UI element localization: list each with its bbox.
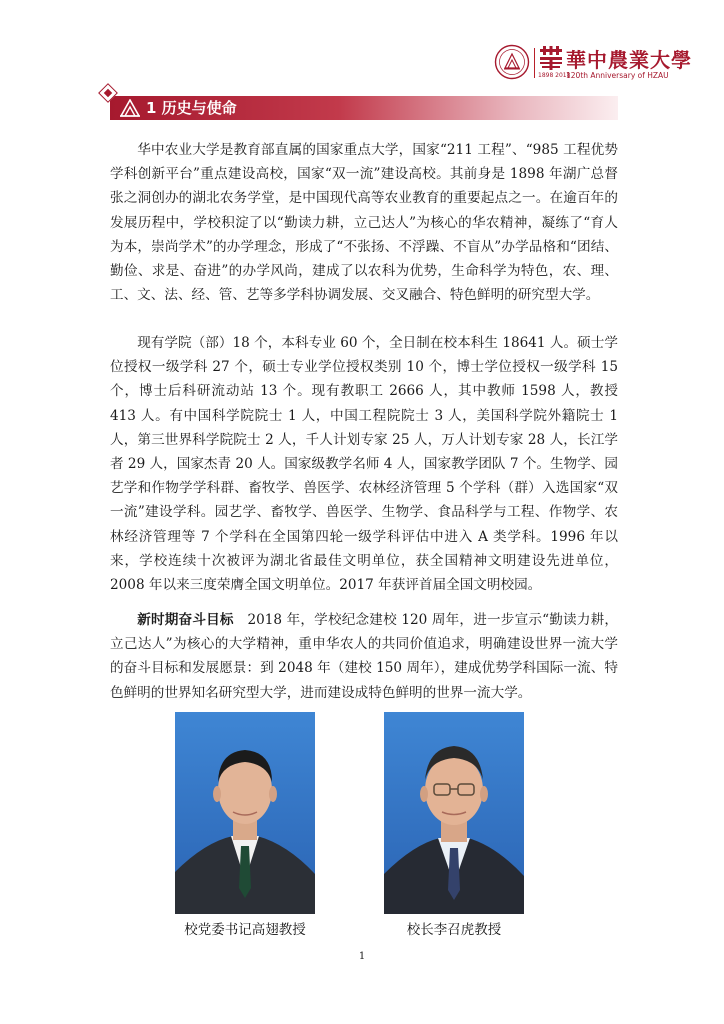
goals-text: 2018 年，学校纪念建校 120 周年，进一步宣示“勤读力耕，立己达人”为核心的大学精神，重申华农人的共同价值追求，明确建设世界一流大学的奋斗目标和发展愿景：到 2048 年（建校 150 周年），建成优势学科国际一流、特色鲜明的世界知名研究型大学，进而建设成特色鲜明的世界一流大学。 xyxy=(110,612,619,701)
logo-years: 1898 2018 xyxy=(538,72,571,79)
page-number: 1 xyxy=(358,951,366,962)
university-seal-icon xyxy=(494,44,530,80)
section-number: 1 xyxy=(146,99,157,117)
portrait-party-secretary xyxy=(175,712,315,914)
paragraph-goals xyxy=(110,608,618,705)
anniversary-mark-icon xyxy=(538,46,564,70)
mountain-emblem-icon xyxy=(120,99,140,117)
university-logo xyxy=(494,44,692,84)
paragraph-statistics: 现有学院（部）18 个，本科专业 60 个，全日制在校本科生 18641 人。硕士学位授权一级学科 27 个，硕士专业学位授权类别 10 个，博士学位授权一级学科 15 个，博士后科研流动站 13 个。现有教职工 2666 人，其中教师 1598 人，教授 413 人。有中国科学院院士 1 人，中国工程院院士 3 人，美国科学院外籍院士 1 人，第三世界科学院院士 2 人，千人计划专家 25 人，万人计划专家 28 人，长江学者 29 人，国家杰青 20 人。国家级教学名师 4 人，国家教学团队 7 个。生物学、园艺学和作物学学科群、畜牧学、兽医学、农林经济管理 5 个学科（群）入选国家“双一流”建设学科。园艺学、畜牧学、兽医学、生物学、食品科学与工程、作物学、农林经济管理等 7 个学科在全国第四轮一级学科评估中进入 A 类学科。1996 年以来，学校连续十次被评为湖北省最佳文明单位，获全国精神文明建设先进单位，2008 年以来三度荣膺全国文明单位。2017 年获评首届全国文明校园。 xyxy=(110,335,618,594)
paragraph-history: 华中农业大学是教育部直属的国家重点大学，国家“211 工程”、“985 工程优势学科创新平台”重点建设高校，国家“双一流”建设高校。其前身是 1898 年湖广总督张之洞创办的湖北农务学堂，是中国现代高等农业教育的重要起点之一。在逾百年的发展历程中，学校积淀了以“勤读力耕，立己达人”为核心的华农精神，凝练了“育人为本，崇尚学术”的办学理念，形成了“不张扬、不浮躁、不盲从”办学品格和“团结、勤俭、求是、奋进”的办学风尚，建成了以农科为优势，生命科学为特色，农、理、工、文、法、经、管、艺等多学科协调发展、交叉融合、特色鲜明的研究型大学。 xyxy=(110,142,618,304)
section-title xyxy=(146,98,237,118)
caption-president: 校长李召虎教授 xyxy=(406,922,502,938)
logo-divider xyxy=(534,48,535,78)
goals-label: 新时期奋斗目标 xyxy=(137,612,234,628)
portrait-president xyxy=(384,712,524,914)
logo-anniversary-text: 120th Anniversary of HZAU xyxy=(566,71,669,80)
section-title-text: 历史与使命 xyxy=(161,99,237,117)
logo-university-name: 華中農業大學 xyxy=(566,48,692,72)
caption-party-secretary: 校党委书记高翅教授 xyxy=(184,922,306,938)
